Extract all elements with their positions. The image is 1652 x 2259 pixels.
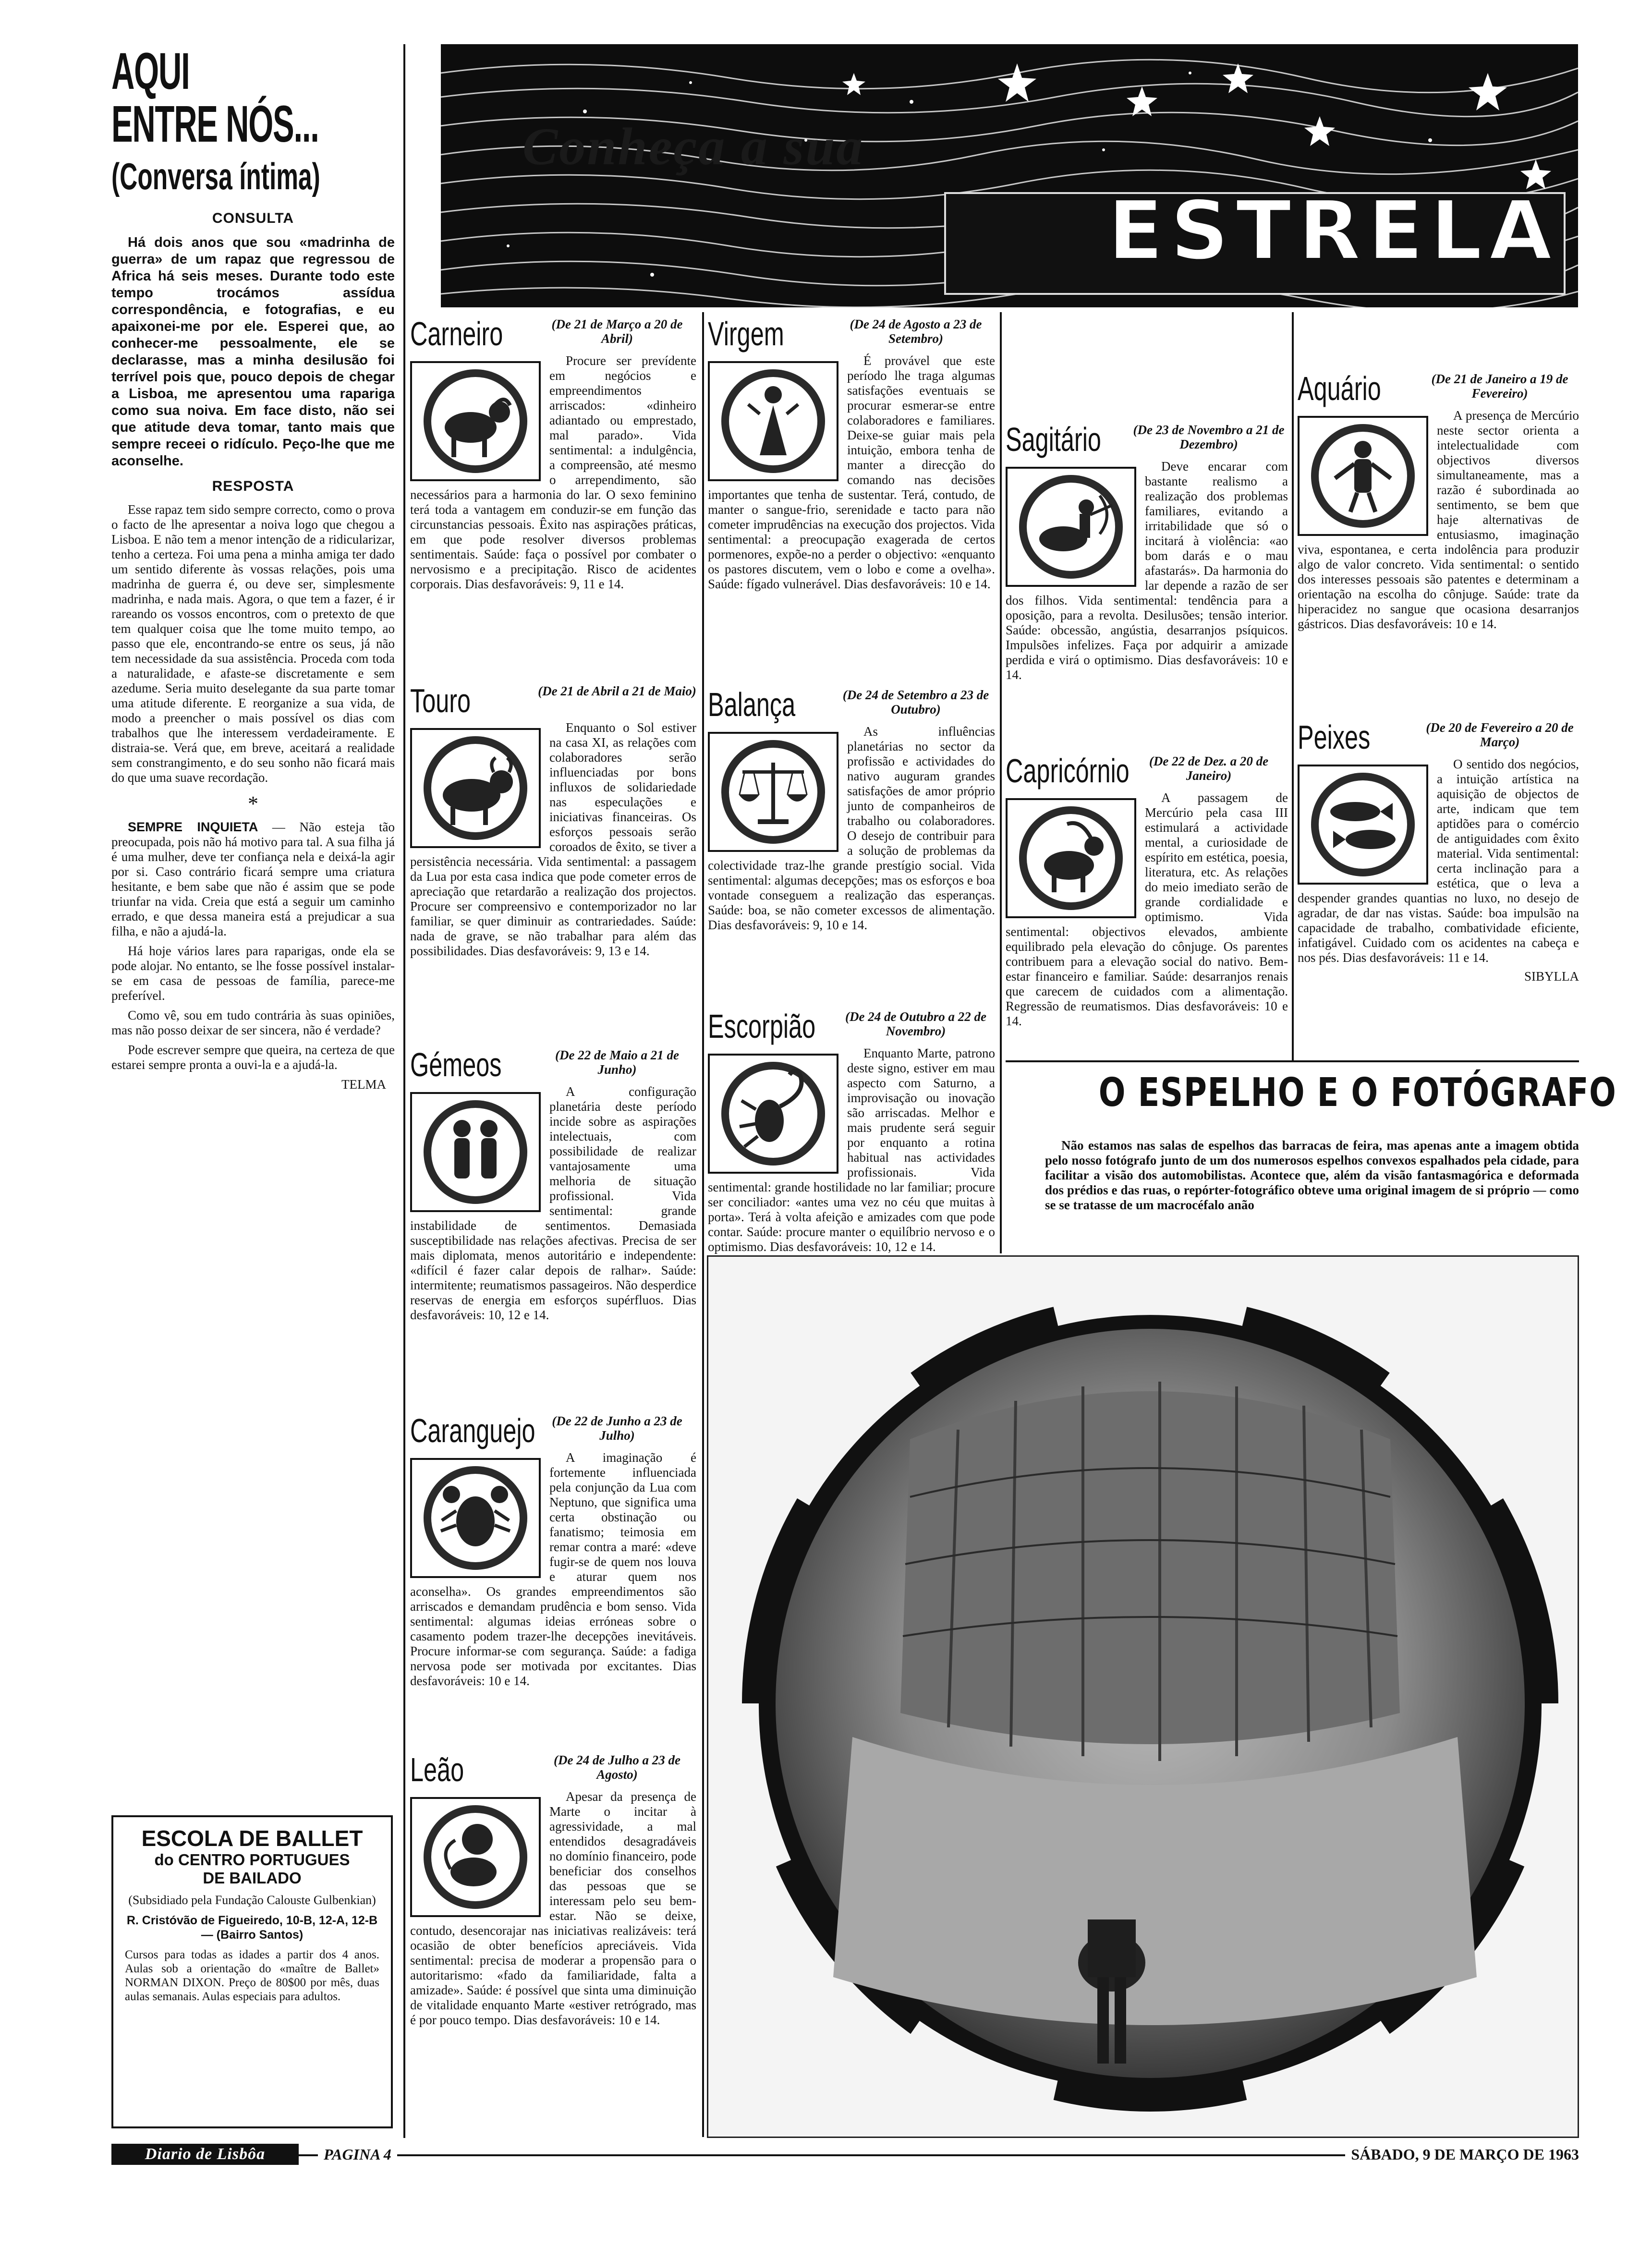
sign-paragraph: Deve encarar com bastante realismo a realização dos problemas familiares, evitando a irritabilidade que só o incitará à violência: «ao bom darás e o mau afastarás». Da harmonia do lar depende a razão de ser dos filhos. Vida sentimental: tendência para a oposição, para a revolta. Desilusões; tensão interior. Saúde: obcessão, angústia, desarranjos psíquicos. Impulsões infelizes. Faça por adquirir a amizade perdida e virá o optimismo. Dias desfavoráveis: 10 e 14. bbox=[1006, 459, 1288, 682]
resposta-body bbox=[111, 502, 395, 785]
section-rule bbox=[1006, 1060, 1579, 1062]
sign-carneiro bbox=[410, 315, 696, 592]
inquieta-lead: SEMPRE INQUIETA bbox=[128, 820, 258, 834]
sign-paragraph: A imaginação é fortemente influenciada pela conjunção da Lua com Neptuno, que significa uma certa obstinação ou fanatismo; teimosia em remar contra a maré: «deve fugir-se de quem nos louva e aturar quem nos aconselha». Os grandes empreendimentos são arriscados e demandam prudência e bom senso. Vida sentimental: algumas ideias erróneas sobre o casamento podem trazer-lhe decepções inevitáveis. Procure informar-se com segurança. Saúde: a fadiga nervosa pode ser motivada por excitantes. Dias desfavoráveis: 10 e 14. bbox=[410, 1450, 696, 1688]
banner-prefix: Conheça a sua bbox=[522, 117, 864, 176]
column-title-line2: ENTRE NÓS... bbox=[111, 95, 319, 153]
sign-title: Escorpião bbox=[708, 1008, 816, 1045]
ad-subsidy: (Subsidiado pela Fundação Calouste Gulbenkian) bbox=[128, 1893, 376, 1907]
resposta-paragraph: Esse rapaz tem sido sempre correcto, como o prova o facto de lhe apresentar a noiva logo que chegou a Lisboa. E não tem a menor intenção de a ridicularizar, tenho a certeza. Foi uma pena a minha amiga ter dado um sentido diferente às vossas relações, pois uma madrinha de guerra é, ou deve ser, simplesmente madrinha, e nada mais. Agora, o que tem a fazer, é ir rareando os vossos encontros, com o pretexto de que tem qualquer coisa que lhe tome muito tempo, ao passo que ele, encontrando-se entre os seus, já não tem necessidade da sua assistência. Proceda com toda a naturalidade, e afaste-se discretamente e sem azedume. Seria muito deselegante da sua parte tomar uma atitude diferente. E reorganize a sua vida, de modo a preencher o mais possível os dias com trabalhos que lhe interessem verdadeiramente. E distraia-se. Verá que, em breve, aceitará a realidade sem constrangimento, e do seu sonho não ficará mais do que uma suave recordação. bbox=[111, 502, 395, 785]
aries-ram-icon bbox=[410, 361, 541, 481]
horoscope-banner bbox=[441, 44, 1578, 307]
sign-paragraph: Apesar da presença de Marte o incitar à agressividade, a mal entendidos desagradáveis no domínio financeiro, pode beneficiar dos conselhos das pessoas que se interessam pelo seu bem-estar. Não se deixe, contudo, desencorajar nas iniciativas realizáveis: terá ocasião de obter benefícios apreciáveis. Vida sentimental: precisa de moderar a propensão para o autoritarismo: «fado da familiaridade, falta a amizade». Saúde: é possível que sinta uma diminuição de vitalidade enquanto Marte «estiver retrógrado, mas é por pouco tempo. Dias desfavoráveis: 10 e 14. bbox=[410, 1789, 696, 2027]
column-title-line1: AQUI bbox=[111, 42, 190, 100]
resposta-heading: RESPOSTA bbox=[212, 478, 294, 494]
sign-title: Sagitário bbox=[1006, 421, 1101, 458]
sign-paragraph: O sentido dos negócios, a intuição artística na aquisição de objectos de arte, indicam que tem aptidões para o comércio de antiguidades com êxito material. Vida sentimental: certa inclinação para a estética, que o leva a despender grandes quantias no luxo, no desejo de agradar, de dar nas vistas. Saúde: boa impulsão na capacidade de trabalho, combatividade eficiente, infatigável. Cuidado com os acidentes na cabeça e nos pés. Dias desfavoráveis: 11 e 14. bbox=[1298, 757, 1579, 965]
cancer-crab-icon bbox=[410, 1458, 541, 1578]
consulta-text: Há dois anos que sou «madrinha de guerra» de um rapaz que regressou de Africa há seis meses. Durante todo este tempo trocámos assídua correspondência, e fotografias, e eu apaixonei-me por ele. Esperei que, ao conhecer-me pessoalmente, ele se declarasse, mas a minha desilusão foi terrível pois que, pouco depois de chegar a Lisboa, me apresentou uma rapariga como sua noiva. Em face disto, não sei que atitude deva tomar, tanto mais que sempre receei o ridículo. Peço-lhe que me aconselhe. bbox=[111, 235, 395, 469]
column-subtitle: (Conversa íntima) bbox=[111, 155, 320, 197]
sign-aquario bbox=[1298, 370, 1579, 632]
sign-dates: (De 21 de Abril a 21 de Maio) bbox=[538, 684, 696, 698]
consulta-heading: CONSULTA bbox=[212, 210, 294, 226]
sign-paragraph: A passagem de Mercúrio pela casa III estimulará a actividade mental, a curiosidade de espírito em estética, poesia, literatura, etc. As relações do meio imediato serão de grande cordialidade e optimismo. Vida sentimental: objectivos elevados, ambiente equilibrado pela elevação do cônjuge. Os parentes contribuem para a elevação social do nativo. Bem-estar financeiro e familiar. Saúde: desarranjos renais que carecem de cuidados com a alimentação. Regressão de reumatismos. Dias desfavoráveis: 10 e 14. bbox=[1006, 790, 1288, 1028]
inquieta-paragraph-4: Pode escrever sempre que queira, na certeza de que estarei sempre pronta a ouvi-la e a ajudá-la. bbox=[111, 1043, 395, 1072]
sign-dates: (De 24 de Julho a 23 de Agosto) bbox=[554, 1753, 680, 1782]
sagittarius-archer-icon bbox=[1006, 467, 1136, 587]
sign-escorpiao bbox=[708, 1008, 995, 1254]
scorpio-scorpion-icon bbox=[708, 1054, 838, 1174]
sign-dates: (De 24 de Setembro a 23 de Outubro) bbox=[842, 688, 989, 717]
sign-title: Capricórnio bbox=[1006, 752, 1130, 789]
column-signature: TELMA bbox=[341, 1077, 386, 1092]
sign-aquario-column bbox=[1298, 315, 1579, 367]
sign-paragraph: Procure ser prevídente em negócios e empreendimentos arriscados: «dinheiro adiantado ou emprestado, mal parado». Vida sentimental: a indulgência, a compreensão, até mesmo o arrependimento, são necessários para a harmonia do lar. O sexo feminino terá toda a vantagem em conduzir-se em função das circunstancias pessoais. Êxito nas aspirações práticas, em que pode resolver diversos problemas sentimentais. Saúde: faça o possível por combater o nervosismo e a precipitação. Risco de acidentes corporais. Dias desfavoráveis: 9, 11 e 14. bbox=[410, 353, 696, 591]
sign-dates: (De 22 de Junho a 23 de Julho) bbox=[552, 1414, 682, 1443]
sign-title: Carneiro bbox=[410, 315, 503, 352]
separator-star: * bbox=[248, 792, 258, 815]
sign-balanca bbox=[708, 686, 995, 933]
sign-title: Caranguejo bbox=[410, 1412, 535, 1449]
sign-paragraph: Enquanto Marte, patrono deste signo, estiver em mau aspecto com Saturno, a improvisação ou inovação são arriscadas. Melhor e mais prudente será seguir por enquanto a rotina habitual nas actividades profissionais. Vida sentimental: grande hostilidade no lar familiar; procure ser conciliador: «antes uma vez no céu que muitas à porta». Terá à volta afeição e amizades com que pode contar. Saúde: procure manter o equilíbrio nervoso e o optimismo. Dias desfavoráveis: 10, 12 e 14. bbox=[708, 1046, 995, 1254]
aquarius-water-bearer-icon bbox=[1298, 416, 1428, 536]
virgo-maiden-icon bbox=[708, 361, 838, 481]
libra-scales-icon bbox=[708, 732, 838, 852]
sign-paragraph: A configuração planetária deste período incide sobre as aspirações intelectuais, com possibilidade de realizar vantajosamente uma melhoria de situação profissional. Vida sentimental: grande instabilidade de sentimentos. Demasiada susceptibilidade nas relações afectivas. Precisa de ser mais diplomata, menos autoritário e independente: «difícil é fazer calar depois de ralhar». Saúde: intermitente; reumatismos passageiros. Não desperdice reservas de energia em esforços supérfluos. Dias desfavoráveis: 10, 12 e 14. bbox=[410, 1084, 696, 1322]
mirror-article-paragraph: Não estamos nas salas de espelhos das barracas de feira, mas apenas ante a imagem obtida pelo nosso fotógrafo junto de um dos numerosos espelhos convexos espalhados pela cidade, para facilitar a visão dos automobilistas. Acontece que, além da visão fantasmagórica e deformada dos prédios e das ruas, o repórter-fotográfico obteve uma original imagem de si próprio — como se se tratasse de um macrocéfalo anão bbox=[1045, 1138, 1579, 1212]
mirror-article-title: O ESPELHO E O FOTÓGRAFO bbox=[1098, 1070, 1617, 1116]
ad-subtitle-2: DE BAILADO bbox=[203, 1869, 302, 1887]
column-rule bbox=[1292, 312, 1294, 1061]
ad-subtitle-1: do CENTRO PORTUGUES bbox=[154, 1851, 350, 1869]
gemini-twins-icon bbox=[410, 1092, 541, 1212]
sign-title: Aquário bbox=[1298, 370, 1381, 407]
sign-title: Touro bbox=[410, 682, 471, 719]
sign-virgem bbox=[708, 315, 995, 592]
horoscope-signature: SIBYLLA bbox=[1524, 969, 1579, 984]
inquieta-paragraph-1 bbox=[111, 820, 395, 939]
sign-title: Virgem bbox=[708, 315, 784, 352]
inquieta-body bbox=[111, 820, 395, 1072]
inquieta-paragraph-3: Como vê, sou em tudo contrária às suas opiniões, mas não posso deixar de ser sincera, não é verdade? bbox=[111, 1008, 395, 1037]
banner-title: ESTRELA bbox=[1107, 183, 1559, 279]
issue-date: SÁBADO, 9 DE MARÇO DE 1963 bbox=[1345, 2146, 1579, 2163]
inquieta-paragraph-2: Há hoje vários lares para raparigas, onde ela se pode alojar. No entanto, se lhe fosse possível instalar-se em casa de pessoas de família, parece-me preferível. bbox=[111, 944, 395, 1003]
sign-touro bbox=[410, 682, 696, 959]
sign-sagitario bbox=[1006, 421, 1288, 682]
mirror-photograph bbox=[708, 1257, 1578, 2137]
sign-dates: (De 22 de Dez. a 20 de Janeiro) bbox=[1149, 754, 1269, 783]
pisces-fish-icon bbox=[1298, 765, 1428, 885]
sign-peixes bbox=[1298, 718, 1579, 984]
ad-title: ESCOLA DE BALLET bbox=[141, 1826, 363, 1851]
sign-caranguejo bbox=[410, 1412, 696, 1688]
inquieta-text-1: — Não esteja tão preocupada, pois não há motivo para tal. A sua filha já é uma mulher, deve ter confiança nela e deixá-la agir por si. Caso contrário ficará sempre uma criatura hesitante, e bem sabe que não é assim que se pode triunfar na vida. Creia que está a seguir um caminho errado, e que dessa maneira está a prejudicar a sua filha, e não a ajudá-la. bbox=[111, 820, 395, 938]
sign-dates: (De 24 de Agosto a 23 de Setembro) bbox=[850, 317, 982, 346]
ballet-advertisement bbox=[111, 1815, 393, 2128]
sign-dates: (De 20 de Fevereiro a 20 de Março) bbox=[1426, 720, 1574, 749]
sign-leao bbox=[410, 1751, 696, 2028]
sign-paragraph: É provável que este período lhe traga algumas satisfações eventuais se procurar esmerar-se entre colaboradores e familiares. Deixe-se guiar mais pela intuição, embora tenha de manter a direcção do comando nas decisões importantes que tenha de sustentar. Terá, contudo, de manter o sangue-frio, serenidade e tacto para não cometer imprudências na execução dos projectos. Vida sentimental: a preocupação exagerada de certos pormenores, expõe-no a perder o objectivo: «enquanto os pastores discutem, vem o lobo e come a ovelha». Saúde: fígado vulnerável. Dias desfavoráveis: 10 e 14. bbox=[708, 353, 995, 591]
sign-dates: (De 23 de Novembro a 21 de Dezembro) bbox=[1133, 423, 1285, 451]
sign-gemeos bbox=[410, 1046, 696, 1323]
sign-title: Gémeos bbox=[410, 1046, 502, 1083]
sign-dates: (De 21 de Janeiro a 19 de Fevereiro) bbox=[1431, 372, 1568, 401]
newspaper-masthead: Diario de Lisbôa bbox=[111, 2144, 299, 2165]
sign-dates: (De 21 de Março a 20 de Abril) bbox=[551, 317, 683, 346]
sign-title: Balança bbox=[708, 686, 796, 723]
sign-paragraph: Enquanto o Sol estiver na casa XI, as relações com colaboradores serão influenciadas por bons influxos de solidariedade nas especulações e iniciativas financeiras. Os esforços pessoais serão coroados de êxito, se tiver a persistência necessária. Vida sentimental: a passagem da Lua por esta casa indica que pode cometer erros de apreciação que retardarão a realização dos projectos. Procure ser compreensivo e contemporizador no lar familiar, se quer diminuir as contrariedades. Saúde: nada de grave, se não trabalhar para além das possibilidades. Dias desfavoráveis: 9, 13 e 14. bbox=[410, 720, 696, 958]
column-rule bbox=[1000, 312, 1002, 1253]
ad-address: R. Cristóvão de Figueiredo, 10-B, 12-A, 12-B — (Bairro Santos) bbox=[126, 1914, 378, 1942]
sign-capricornio bbox=[1006, 752, 1288, 1029]
sign-title: Leão bbox=[410, 1751, 464, 1788]
column-rule bbox=[403, 44, 405, 2138]
leo-lion-icon bbox=[410, 1797, 541, 1917]
sign-paragraph: A presença de Mercúrio neste sector orienta a intelectualidade com objectivos diversos simultaneamente, mas a razão é subordinada ao sentimento, se bem que haje alternativas de entusiasmo, imaginação viva, espontanea, e certa indolência para produzir algo de valor concreto. Vida sentimental: o sentido dos interesses pessoais são patentes e determinam a orientação na escolha do cônjuge. Saúde: trate da hiperacidez no sangue que ocasiona desarranjos gástricos. Dias desfavoráveis: 10 e 14. bbox=[1298, 408, 1579, 631]
taurus-bull-icon bbox=[410, 728, 541, 848]
ad-body: Cursos para todas as idades a partir dos 4 anos. Aulas sob a orientação do «maître de Ballet» NORMAN DIXON. Preço de 80$00 por mês, duas aulas semanais. Aulas especiais para adultos. bbox=[125, 1948, 379, 2003]
convex-mirror-photo bbox=[707, 1255, 1579, 2138]
consulta-letter bbox=[111, 234, 395, 470]
mirror-article-body bbox=[1045, 1138, 1579, 1213]
column-rule bbox=[702, 312, 704, 2137]
sign-title: Peixes bbox=[1298, 718, 1371, 756]
page-footer bbox=[111, 2143, 1579, 2168]
page-number: PAGINA 4 bbox=[318, 2146, 397, 2163]
sign-dates: (De 22 de Maio a 21 de Junho) bbox=[555, 1048, 679, 1077]
capricorn-goat-icon bbox=[1006, 798, 1136, 918]
advice-column bbox=[111, 42, 395, 1092]
capricornio-continuation bbox=[1298, 315, 1579, 367]
sign-paragraph: As influências planetárias no sector da profissão e actividades do nativo auguram grandes satisfações de amor próprio junto de companheiros de trabalho ou colaboradores. O desejo de contribuir para a solução de problemas da colectividade traz-lhe grande prestígio social. Vida sentimental: algumas decepções; mas os esforços e boa vontade conseguem a realização das esperanças. Saúde: boa, se não cometer excessos de alimentação. Dias desfavoráveis: 9, 10 e 14. bbox=[708, 724, 995, 932]
sign-dates: (De 24 de Outubro a 22 de Novembro) bbox=[845, 1009, 986, 1038]
